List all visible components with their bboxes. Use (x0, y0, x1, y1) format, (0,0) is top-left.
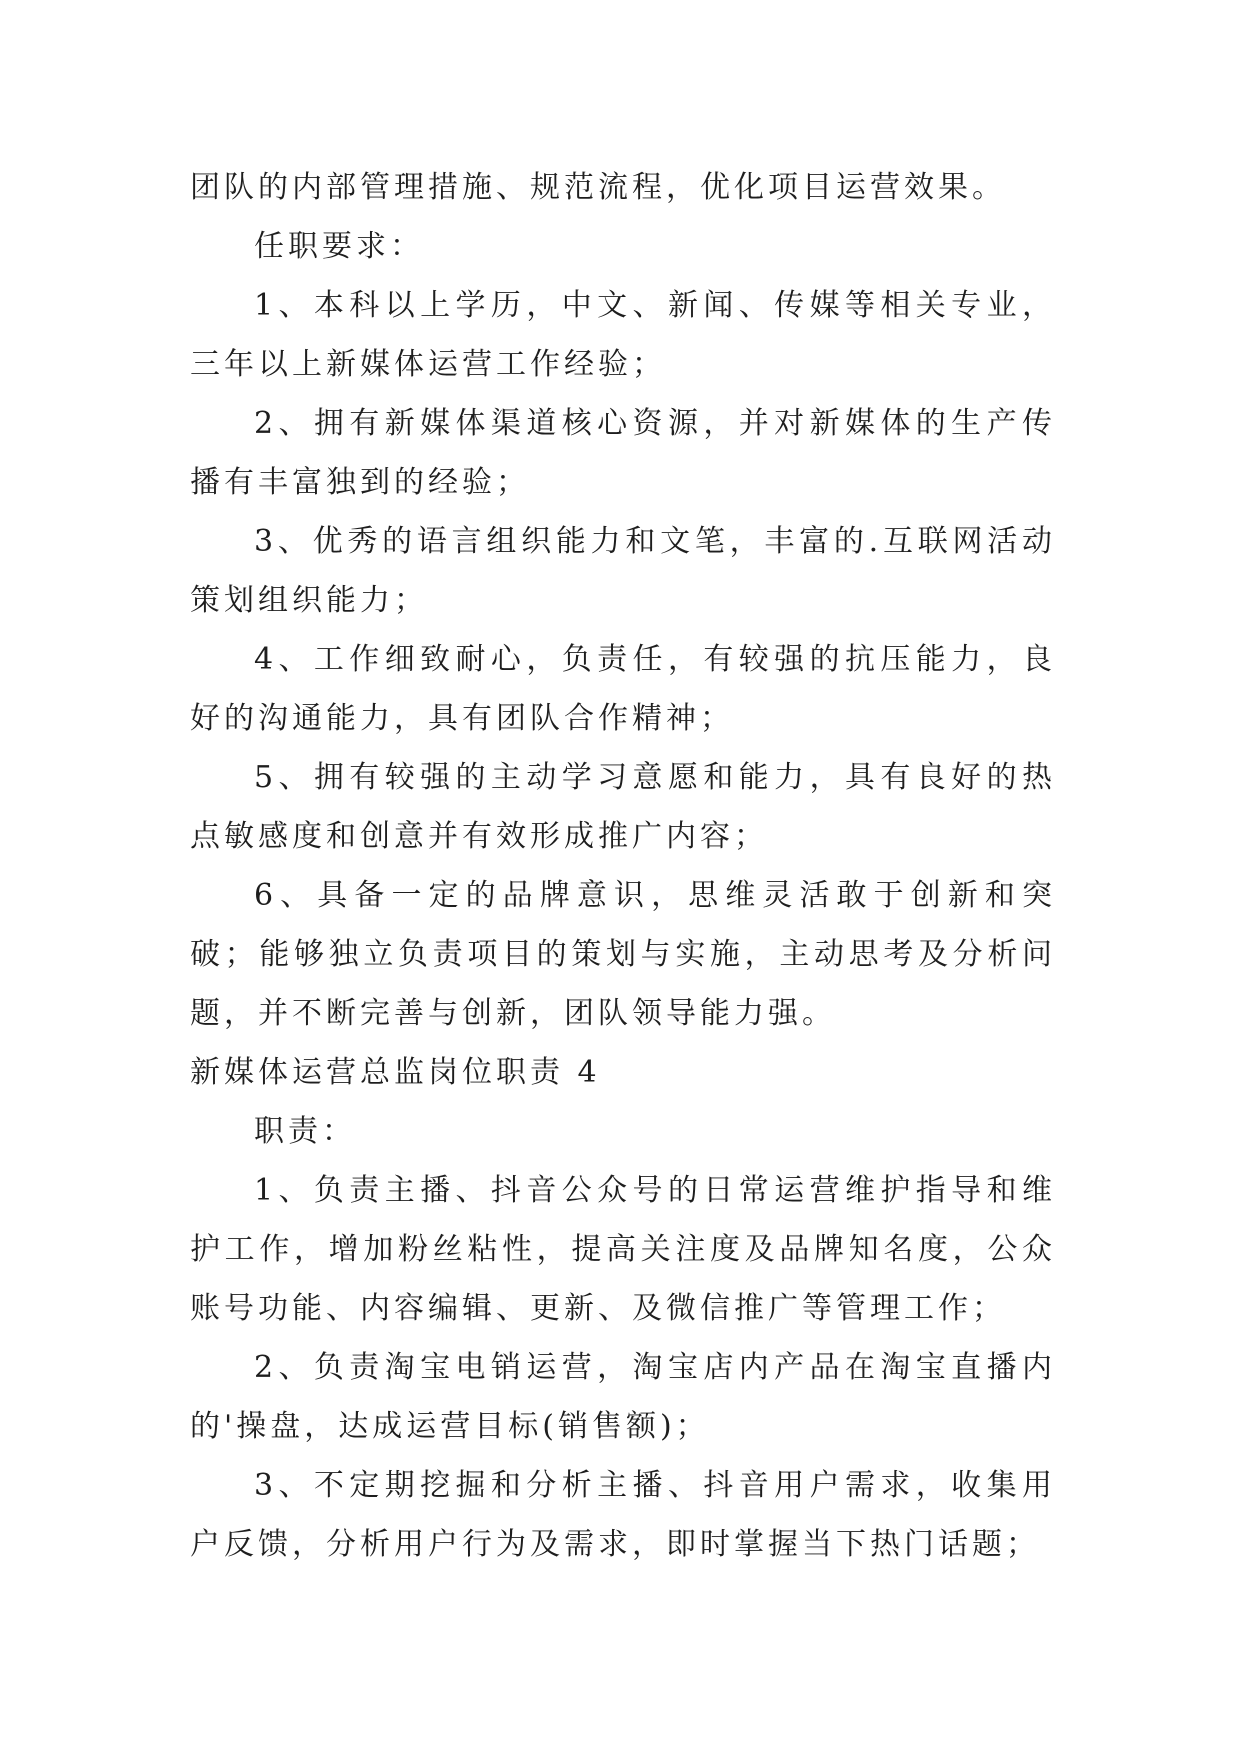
paragraph-requirement-4: 4、工作细致耐心，负责任，有较强的抗压能力，良好的沟通能力，具有团队合作精神； (190, 642, 1056, 736)
paragraph-continuation: 团队的内部管理措施、规范流程，优化项目运营效果。 (190, 170, 1006, 205)
paragraph-requirement-1: 1、本科以上学历，中文、新闻、传媒等相关专业，三年以上新媒体运营工作经验； (190, 288, 1056, 382)
paragraph-duty-2: 2、负责淘宝电销运营，淘宝店内产品在淘宝直播内的'操盘，达成运营目标(销售额)； (190, 1350, 1056, 1444)
paragraph-duties-heading: 职责： (254, 1114, 356, 1149)
paragraph-duty-3: 3、不定期挖掘和分析主播、抖音用户需求，收集用户反馈，分析用户行为及需求，即时掌握当下热门话题； (190, 1468, 1056, 1562)
paragraph-requirements-heading: 任职要求： (254, 229, 424, 264)
section-title: 新媒体运营总监岗位职责 4 (190, 1055, 601, 1090)
paragraph-requirement-6: 6、具备一定的品牌意识，思维灵活敢于创新和突破；能够独立负责项目的策划与实施，主动思考及分析问题，并不断完善与创新，团队领导能力强。 (190, 878, 1056, 1031)
paragraph-requirement-2: 2、拥有新媒体渠道核心资源，并对新媒体的生产传播有丰富独到的经验； (190, 406, 1056, 500)
paragraph-requirement-3: 3、优秀的语言组织能力和文笔，丰富的.互联网活动策划组织能力； (190, 524, 1056, 618)
paragraph-duty-1: 1、负责主播、抖音公众号的日常运营维护指导和维护工作，增加粉丝粘性，提高关注度及品牌知名度，公众账号功能、内容编辑、更新、及微信推广等管理工作； (190, 1173, 1056, 1326)
document-body (190, 158, 1056, 1574)
paragraph-requirement-5: 5、拥有较强的主动学习意愿和能力，具有良好的热点敏感度和创意并有效形成推广内容； (190, 760, 1056, 854)
